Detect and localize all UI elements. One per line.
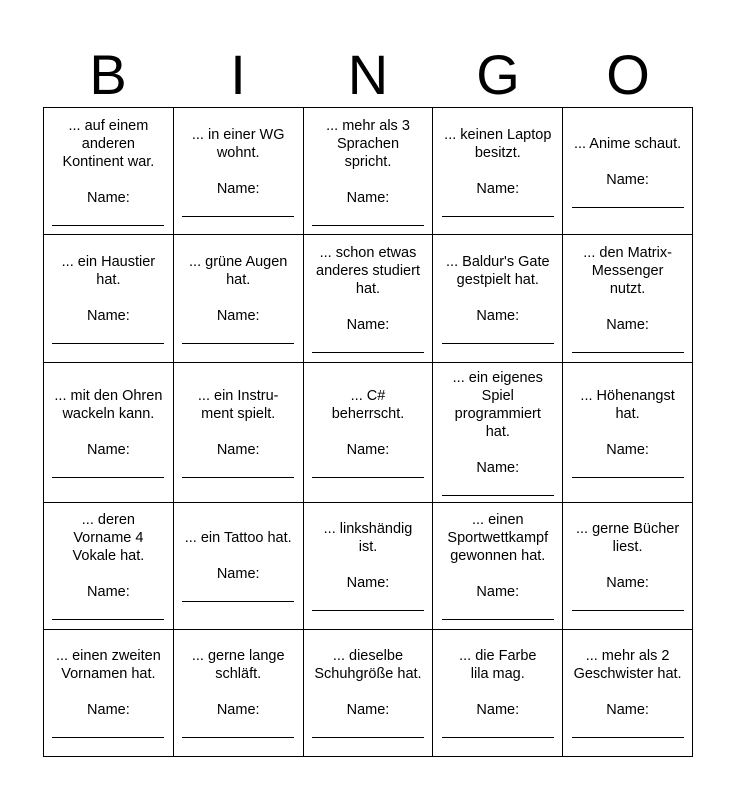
bingo-cell-r5-c1[interactable] — [44, 630, 174, 757]
cell-prompt: ... ein Tattoo hat. — [184, 530, 292, 547]
name-write-line — [312, 225, 424, 226]
name-write-line — [572, 737, 684, 738]
name-label: Name: — [216, 702, 260, 719]
cell-prompt: ... einen zweiten Vornamen hat. — [56, 648, 161, 683]
header-letter-n: N — [347, 43, 389, 106]
header-letter-b: B — [89, 43, 127, 106]
bingo-cell-r2-c1[interactable] — [44, 235, 174, 362]
bingo-cell-r4-c5[interactable] — [563, 503, 693, 630]
name-write-line — [182, 477, 294, 478]
cell-prompt: ... mehr als 3 Sprachen spricht. — [326, 117, 410, 170]
name-label: Name: — [87, 189, 130, 206]
name-write-line — [572, 207, 684, 208]
name-write-line — [572, 477, 684, 478]
bingo-cell-r5-c4[interactable] — [433, 630, 563, 757]
bingo-cell-r2-c4[interactable] — [433, 235, 563, 362]
cell-prompt: ... Höhenangst hat. — [580, 387, 675, 422]
bingo-cell-r1-c5[interactable] — [563, 108, 693, 235]
cell-prompt: ... linkshändig ist. — [323, 521, 413, 556]
bingo-header — [43, 44, 693, 106]
bingo-cell-r3-c2[interactable] — [174, 363, 304, 503]
name-label: Name: — [346, 575, 390, 592]
name-write-line — [442, 343, 554, 344]
name-write-line — [442, 216, 554, 217]
bingo-cell-r2-c3[interactable] — [304, 235, 434, 362]
bingo-cell-r1-c4[interactable] — [433, 108, 563, 235]
cell-prompt: ... Anime schaut. — [573, 135, 682, 152]
name-label: Name: — [606, 575, 649, 592]
name-write-line — [312, 737, 424, 738]
cell-prompt: ... dieselbe Schuhgröße hat. — [314, 648, 422, 683]
name-write-line — [182, 343, 294, 344]
name-write-line — [182, 601, 294, 602]
name-label: Name: — [216, 566, 260, 583]
cell-prompt: ... in einer WG wohnt. — [191, 126, 285, 161]
bingo-cell-r5-c5[interactable] — [563, 630, 693, 757]
name-label: Name: — [346, 702, 390, 719]
name-write-line — [312, 352, 424, 353]
bingo-cell-r4-c2[interactable] — [174, 503, 304, 630]
cell-prompt: ... ein Instru- ment spielt. — [197, 387, 279, 422]
header-letter-g: G — [476, 43, 520, 106]
name-label: Name: — [346, 189, 390, 206]
bingo-cell-r4-c4[interactable] — [433, 503, 563, 630]
name-label: Name: — [476, 702, 520, 719]
bingo-cell-r1-c3[interactable] — [304, 108, 434, 235]
bingo-cell-r3-c4[interactable] — [433, 363, 563, 503]
name-label: Name: — [476, 584, 520, 601]
bingo-cell-r4-c3[interactable] — [304, 503, 434, 630]
cell-prompt: ... C# beherrscht. — [331, 387, 405, 422]
bingo-cell-r5-c3[interactable] — [304, 630, 434, 757]
cell-prompt: ... auf einem anderen Kontinent war. — [62, 117, 155, 170]
name-label: Name: — [216, 180, 260, 197]
name-write-line — [442, 495, 554, 496]
name-write-line — [52, 225, 164, 226]
bingo-cell-r2-c5[interactable] — [563, 235, 693, 362]
cell-prompt: ... grüne Augen hat. — [189, 253, 288, 288]
name-write-line — [442, 737, 554, 738]
cell-prompt: ... ein eigenes Spiel programmiert hat. — [452, 369, 543, 440]
cell-prompt: ... deren Vorname 4 Vokale hat. — [72, 512, 145, 565]
bingo-cell-r5-c2[interactable] — [174, 630, 304, 757]
name-write-line — [572, 610, 684, 611]
bingo-cell-r1-c1[interactable] — [44, 108, 174, 235]
name-label: Name: — [216, 441, 260, 458]
cell-prompt: ... gerne Bücher liest. — [576, 521, 680, 556]
name-label: Name: — [606, 171, 649, 188]
cell-prompt: ... ein Haustier hat. — [61, 253, 156, 288]
name-label: Name: — [476, 180, 520, 197]
name-write-line — [52, 343, 164, 344]
name-label: Name: — [346, 441, 390, 458]
header-letter-i: I — [230, 43, 246, 106]
cell-prompt: ... schon etwas anderes studiert hat. — [316, 244, 420, 297]
cell-prompt: ... mit den Ohren wackeln kann. — [54, 387, 163, 422]
cell-prompt: ... den Matrix- Messenger nutzt. — [583, 244, 672, 297]
bingo-cell-r1-c2[interactable] — [174, 108, 304, 235]
bingo-grid — [43, 107, 693, 757]
name-label: Name: — [346, 316, 390, 333]
name-label: Name: — [87, 307, 130, 324]
name-label: Name: — [216, 307, 260, 324]
name-write-line — [572, 352, 684, 353]
name-write-line — [312, 610, 424, 611]
bingo-cell-r3-c1[interactable] — [44, 363, 174, 503]
name-write-line — [182, 216, 294, 217]
name-write-line — [52, 737, 164, 738]
name-label: Name: — [87, 441, 130, 458]
name-label: Name: — [476, 307, 520, 324]
name-write-line — [52, 477, 164, 478]
header-letter-o: O — [606, 43, 650, 106]
bingo-cell-r4-c1[interactable] — [44, 503, 174, 630]
name-write-line — [312, 477, 424, 478]
cell-prompt: ... gerne lange schläft. — [191, 648, 285, 683]
name-write-line — [52, 619, 164, 620]
cell-prompt: ... Baldur's Gate gestpielt hat. — [446, 253, 550, 288]
bingo-cell-r3-c5[interactable] — [563, 363, 693, 503]
name-label: Name: — [87, 702, 130, 719]
name-label: Name: — [606, 441, 649, 458]
name-write-line — [442, 619, 554, 620]
bingo-cell-r2-c2[interactable] — [174, 235, 304, 362]
cell-prompt: ... die Farbe lila mag. — [459, 648, 537, 683]
cell-prompt: ... keinen Laptop besitzt. — [444, 126, 552, 161]
cell-prompt: ... mehr als 2 Geschwister hat. — [573, 648, 682, 683]
name-write-line — [182, 737, 294, 738]
bingo-cell-r3-c3[interactable] — [304, 363, 434, 503]
name-label: Name: — [476, 459, 520, 476]
cell-prompt: ... einen Sportwettkampf gewonnen hat. — [447, 512, 549, 565]
name-label: Name: — [606, 316, 649, 333]
name-label: Name: — [87, 584, 130, 601]
name-label: Name: — [606, 702, 649, 719]
